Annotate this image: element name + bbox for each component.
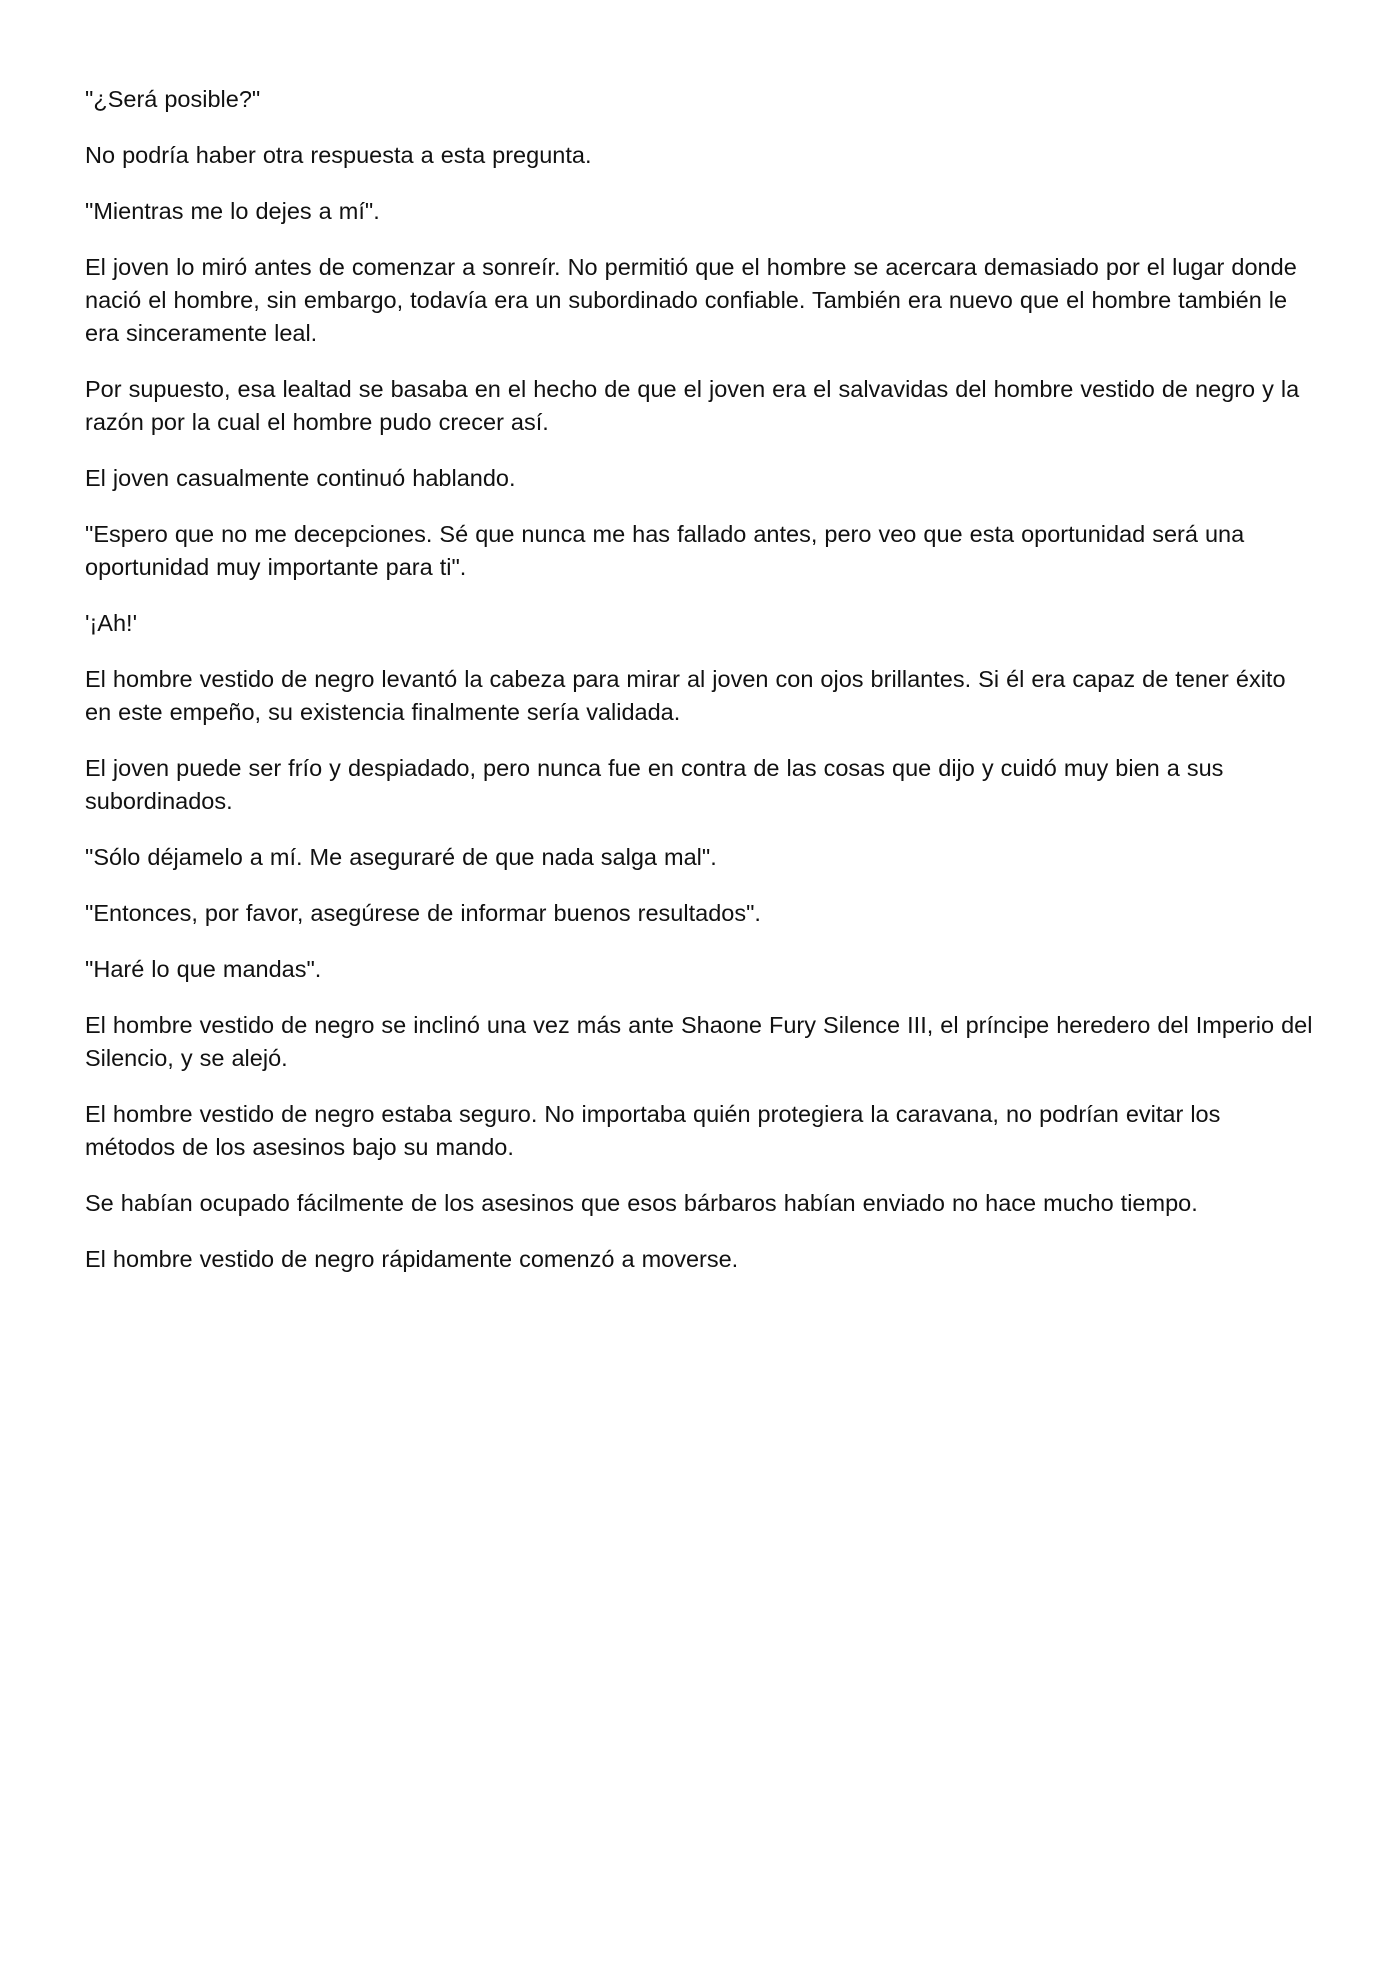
paragraph-9: El hombre vestido de negro levantó la cabeza para mirar al joven con ojos brillantes. Si él era capaz de tener éxito en este empeño, su existencia finalmente sería validada.	[85, 666, 1286, 725]
paragraph-5: Por supuesto, esa lealtad se basaba en el hecho de que el joven era el salvavidas del hombre vestido de negro y la razón por la cual el hombre pudo crecer así.	[85, 376, 1300, 435]
paragraph-7: "Espero que no me decepciones. Sé que nunca me has fallado antes, pero veo que esta oportunidad será una oportunidad muy importante para ti".	[85, 521, 1245, 580]
paragraph-11: "Sólo déjamelo a mí. Me aseguraré de que nada salga mal".	[85, 844, 717, 870]
paragraph-6: El joven casualmente continuó hablando.	[85, 465, 516, 491]
paragraph-8: '¡Ah!'	[85, 610, 138, 636]
paragraph-1: "¿Será posible?"	[85, 86, 261, 112]
paragraph-10: El joven puede ser frío y despiadado, pero nunca fue en contra de las cosas que dijo y cuidó muy bien a sus subordinados.	[85, 755, 1224, 814]
paragraph-12: "Entonces, por favor, asegúrese de informar buenos resultados".	[85, 900, 761, 926]
paragraph-3: "Mientras me lo dejes a mí".	[85, 198, 380, 224]
paragraph-16: Se habían ocupado fácilmente de los asesinos que esos bárbaros habían enviado no hace mucho tiempo.	[85, 1190, 1198, 1216]
paragraph-14: El hombre vestido de negro se inclinó una vez más ante Shaone Fury Silence III, el príncipe heredero del Imperio del Silencio, y se alejó.	[85, 1012, 1313, 1071]
paragraph-15: El hombre vestido de negro estaba seguro. No importaba quién protegiera la caravana, no podrían evitar los métodos de los asesinos bajo su mando.	[85, 1101, 1221, 1160]
paragraph-2: No podría haber otra respuesta a esta pregunta.	[85, 142, 592, 168]
paragraph-4: El joven lo miró antes de comenzar a sonreír. No permitió que el hombre se acercara demasiado por el lugar donde nació el hombre, sin embargo, todavía era un subordinado confiable. También era nuevo que el hombre también le era sinceramente leal.	[85, 254, 1297, 346]
paragraph-17: El hombre vestido de negro rápidamente comenzó a moverse.	[85, 1246, 739, 1272]
paragraph-13: "Haré lo que mandas".	[85, 956, 322, 982]
document-body	[85, 83, 1315, 1299]
